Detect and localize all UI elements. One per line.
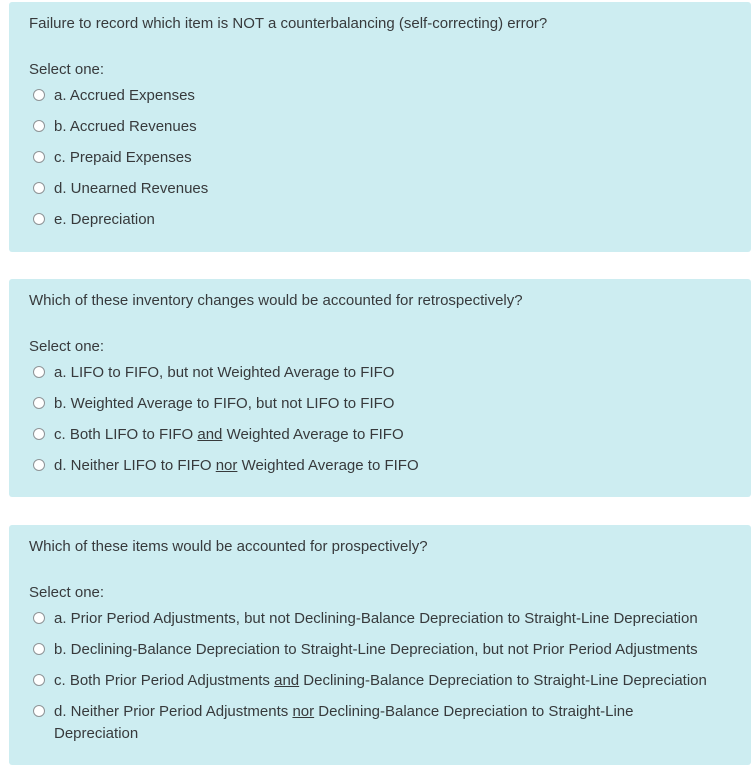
answer-label-pre: c. Both LIFO to FIFO: [54, 426, 198, 443]
answer-label[interactable]: a. Accrued Expenses: [54, 87, 195, 104]
answer-label-pre: d. Neither LIFO to FIFO: [54, 457, 216, 474]
question-text: Which of these inventory changes would be accounted for retrospectively?: [29, 292, 523, 309]
answer-label[interactable]: c. Prepaid Expenses: [54, 149, 192, 166]
radio-button[interactable]: [33, 705, 45, 717]
answer-label-emphasis: nor: [292, 703, 315, 720]
answer-label[interactable]: e. Depreciation: [54, 211, 155, 228]
answer-label-post: Weighted Average to FIFO: [237, 457, 419, 474]
select-one-label: Select one:: [29, 61, 105, 78]
radio-button[interactable]: [33, 643, 45, 655]
answer-label[interactable]: a. LIFO to FIFO, but not Weighted Average to FIFO: [54, 364, 395, 381]
answer-label[interactable]: a. Prior Period Adjustments, but not Declining-Balance Depreciation to Straight-Line Depreciation: [54, 610, 698, 627]
answer-label[interactable]: [54, 424, 404, 446]
answer-label-emphasis: nor: [215, 457, 238, 474]
radio-button[interactable]: [33, 366, 45, 378]
answer-label-post: Declining-Balance Depreciation to Straight-Line Depreciation: [54, 703, 634, 742]
answer-label[interactable]: b. Accrued Revenues: [54, 118, 197, 135]
answer-label-post: Declining-Balance Depreciation to Straight-Line Depreciation: [299, 672, 707, 689]
radio-button[interactable]: [33, 612, 45, 624]
answer-label-pre: c. Both Prior Period Adjustments: [54, 672, 275, 689]
answer-label[interactable]: b. Weighted Average to FIFO, but not LIFO to FIFO: [54, 395, 395, 412]
question-text: Failure to record which item is NOT a counterbalancing (self-correcting) error?: [29, 15, 548, 32]
radio-button[interactable]: [33, 674, 45, 686]
answer-label[interactable]: [54, 670, 707, 692]
answer-label-emphasis: and: [274, 672, 300, 689]
answer-label[interactable]: [54, 701, 714, 745]
radio-button[interactable]: [33, 459, 45, 471]
radio-button[interactable]: [33, 182, 45, 194]
radio-button[interactable]: [33, 213, 45, 225]
answer-label[interactable]: [54, 455, 419, 477]
answer-label-pre: d. Neither Prior Period Adjustments: [54, 703, 293, 720]
answer-label-emphasis: and: [197, 426, 223, 443]
answer-label[interactable]: d. Unearned Revenues: [54, 180, 209, 197]
select-one-label: Select one:: [29, 584, 105, 601]
answer-label[interactable]: b. Declining-Balance Depreciation to Straight-Line Depreciation, but not Prior Period Adjustments: [54, 641, 698, 658]
question-2: [9, 279, 751, 497]
radio-button[interactable]: [33, 428, 45, 440]
answer-label-post: Weighted Average to FIFO: [222, 426, 404, 443]
question-text: Which of these items would be accounted for prospectively?: [29, 538, 428, 555]
radio-button[interactable]: [33, 120, 45, 132]
question-3: [9, 525, 751, 765]
radio-button[interactable]: [33, 89, 45, 101]
question-1: [9, 2, 751, 252]
select-one-label: Select one:: [29, 338, 105, 355]
radio-button[interactable]: [33, 397, 45, 409]
radio-button[interactable]: [33, 151, 45, 163]
